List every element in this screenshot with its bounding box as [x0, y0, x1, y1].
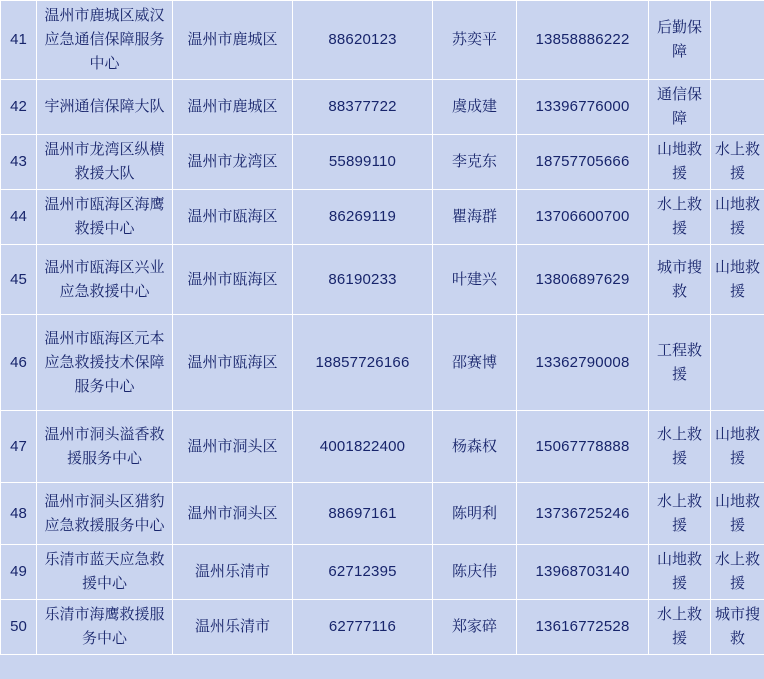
area: 温州乐清市 [173, 600, 293, 655]
row-index: 45 [1, 245, 37, 315]
category-secondary [711, 80, 764, 135]
phone: 4001822400 [293, 411, 433, 483]
row-index: 49 [1, 545, 37, 600]
phone: 88620123 [293, 1, 433, 80]
mobile: 18757705666 [517, 135, 649, 190]
org-name: 温州市洞头区猎豹应急救援服务中心 [37, 483, 173, 545]
table-row [1, 135, 764, 190]
area: 温州乐清市 [173, 545, 293, 600]
category-primary: 山地救援 [649, 135, 711, 190]
category-secondary: 城市搜救 [711, 600, 764, 655]
mobile: 13806897629 [517, 245, 649, 315]
row-index: 46 [1, 315, 37, 411]
row-index: 50 [1, 600, 37, 655]
row-index: 48 [1, 483, 37, 545]
contact-person: 苏奕平 [433, 1, 517, 80]
table-row [1, 245, 764, 315]
contact-person: 陈庆伟 [433, 545, 517, 600]
area: 温州市龙湾区 [173, 135, 293, 190]
category-primary: 城市搜救 [649, 245, 711, 315]
table-row [1, 190, 764, 245]
area: 温州市瓯海区 [173, 315, 293, 411]
category-secondary: 山地救援 [711, 483, 764, 545]
org-name: 乐清市海鹰救援服务中心 [37, 600, 173, 655]
category-secondary: 山地救援 [711, 190, 764, 245]
contact-person: 李克东 [433, 135, 517, 190]
phone: 86269119 [293, 190, 433, 245]
contact-person: 瞿海群 [433, 190, 517, 245]
table-row [1, 483, 764, 545]
org-name: 温州市瓯海区兴业应急救援中心 [37, 245, 173, 315]
area: 温州市瓯海区 [173, 190, 293, 245]
mobile: 13736725246 [517, 483, 649, 545]
category-secondary [711, 1, 764, 80]
row-index: 44 [1, 190, 37, 245]
phone: 62712395 [293, 545, 433, 600]
category-secondary: 水上救援 [711, 545, 764, 600]
category-secondary [711, 315, 764, 411]
area: 温州市鹿城区 [173, 80, 293, 135]
contact-person: 虞成建 [433, 80, 517, 135]
mobile: 13968703140 [517, 545, 649, 600]
category-primary: 通信保障 [649, 80, 711, 135]
org-name: 温州市龙湾区纵横救援大队 [37, 135, 173, 190]
phone: 86190233 [293, 245, 433, 315]
contact-person: 郑家碎 [433, 600, 517, 655]
area: 温州市洞头区 [173, 483, 293, 545]
row-index: 41 [1, 1, 37, 80]
row-index: 43 [1, 135, 37, 190]
row-index: 47 [1, 411, 37, 483]
mobile: 13858886222 [517, 1, 649, 80]
table-row [1, 315, 764, 411]
phone: 62777116 [293, 600, 433, 655]
category-primary: 后勤保障 [649, 1, 711, 80]
category-primary: 水上救援 [649, 411, 711, 483]
contact-person: 邵赛博 [433, 315, 517, 411]
row-index: 42 [1, 80, 37, 135]
area: 温州市洞头区 [173, 411, 293, 483]
category-primary: 水上救援 [649, 600, 711, 655]
table-row [1, 80, 764, 135]
category-primary: 山地救援 [649, 545, 711, 600]
org-name: 乐清市蓝天应急救援中心 [37, 545, 173, 600]
org-name: 温州市瓯海区海鹰救援中心 [37, 190, 173, 245]
mobile: 13616772528 [517, 600, 649, 655]
category-secondary: 山地救援 [711, 245, 764, 315]
contact-person: 陈明利 [433, 483, 517, 545]
contact-person: 杨森权 [433, 411, 517, 483]
phone: 55899110 [293, 135, 433, 190]
table-body [1, 1, 764, 655]
table-row [1, 545, 764, 600]
area: 温州市瓯海区 [173, 245, 293, 315]
org-name: 温州市洞头溢香救援服务中心 [37, 411, 173, 483]
category-primary: 水上救援 [649, 483, 711, 545]
mobile: 13362790008 [517, 315, 649, 411]
category-primary: 水上救援 [649, 190, 711, 245]
table-row [1, 411, 764, 483]
mobile: 15067778888 [517, 411, 649, 483]
contact-person: 叶建兴 [433, 245, 517, 315]
category-secondary: 山地救援 [711, 411, 764, 483]
area: 温州市鹿城区 [173, 1, 293, 80]
table-row [1, 1, 764, 80]
table-row [1, 600, 764, 655]
category-primary: 工程救援 [649, 315, 711, 411]
phone: 88697161 [293, 483, 433, 545]
category-secondary: 水上救援 [711, 135, 764, 190]
phone: 18857726166 [293, 315, 433, 411]
phone: 88377722 [293, 80, 433, 135]
org-name: 宇洲通信保障大队 [37, 80, 173, 135]
mobile: 13396776000 [517, 80, 649, 135]
mobile: 13706600700 [517, 190, 649, 245]
org-name: 温州市瓯海区元本应急救援技术保障服务中心 [37, 315, 173, 411]
org-name: 温州市鹿城区威汉应急通信保障服务中心 [37, 1, 173, 80]
